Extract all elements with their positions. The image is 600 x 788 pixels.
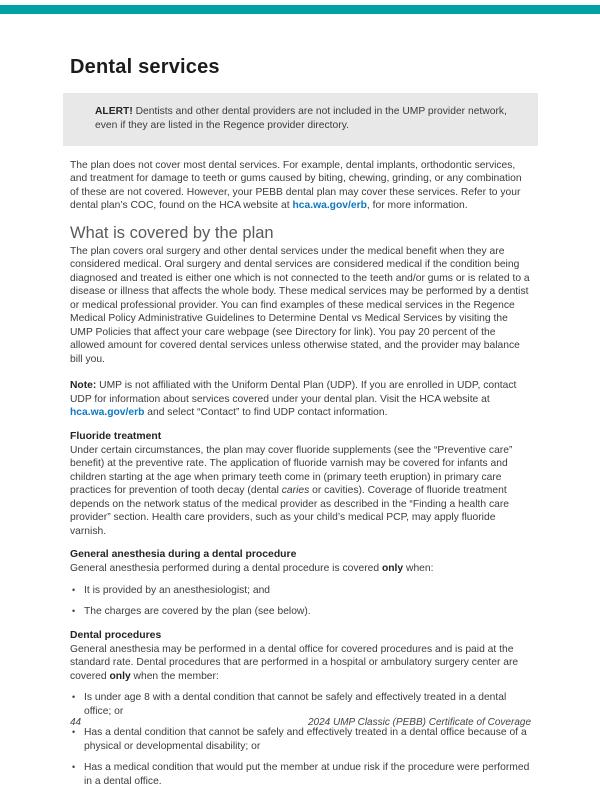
subheading-fluoride-treatment: Fluoride treatment xyxy=(70,430,162,442)
list-item xyxy=(72,584,531,598)
list-item-text: Has a dental condition that cannot be safely and effectively treated in a dental office because of a physical or developmental disability; or xyxy=(84,727,527,752)
paragraph-text: , for more information. xyxy=(366,200,468,212)
paragraph-text: and select “Contact” to find UDP contact information. xyxy=(144,407,388,419)
subheading-general-anesthesia: General anesthesia during a dental procedure xyxy=(70,549,297,561)
list-item xyxy=(72,761,531,788)
anesthesia-intro xyxy=(70,562,531,576)
alert-label: ALERT! xyxy=(95,106,133,117)
alert-body-text: Dentists and other dental providers are not included in the UMP provider network, even if they are listed in the Regence provider directory. xyxy=(95,106,507,131)
paragraph-text: when: xyxy=(403,563,434,575)
list-item-text: Has a medical condition that would put the member at undue risk if the procedure were performed in a dental office. xyxy=(84,762,530,787)
intro-paragraph xyxy=(70,159,531,213)
list-item-text: The charges are covered by the plan (see below). xyxy=(84,606,311,618)
section-heading-what-is-covered: What is covered by the plan xyxy=(70,223,274,242)
fluoride-paragraph xyxy=(70,444,531,539)
paragraph-text: Under certain circumstances, the plan may cover fluoride supplements (see the “Preventive care” benefit) at the preventive rate. The application of fluoride varnish may be covered for infants and children starting at the age when primary teeth come in (primary teeth eruption) in primary care practices for prevention of tooth decay (dental xyxy=(70,444,513,497)
bullet-icon: • xyxy=(72,692,76,703)
list-item xyxy=(72,691,531,718)
footer-doc-title: 2024 UMP Classic (PEBB) Certificate of Coverage xyxy=(307,717,531,728)
bold-only: only xyxy=(109,670,131,682)
hca-erb-link[interactable]: hca.wa.gov/erb xyxy=(70,407,145,419)
paragraph-text: UMP is not affiliated with the Uniform Dental Plan (UDP). If you are enrolled in UDP, contact UDP for information about services covered under your dental plan. Visit the HCA website at xyxy=(70,380,517,405)
page-title: Dental services xyxy=(70,56,220,78)
page-footer xyxy=(70,717,531,728)
paragraph-text: when the member: xyxy=(130,670,219,682)
procedures-intro xyxy=(70,643,531,684)
subheading-dental-procedures: Dental procedures xyxy=(70,629,162,641)
bold-only: only xyxy=(381,563,404,575)
covered-paragraph: The plan covers oral surgery and other dental services under the medical benefit when they are considered medical. Oral surgery and dental services are considered medical if the condition being diagnosed and treated is either one which is not connected to the teeth and/or gums or is related to a disease or illness that affects the whole body. These medical services may be performed by a dentist or medical professional provider. You can find examples of these medical services in the Regence Medical Policy Administrative Guidelines to Determine Dental vs Medical Services by visiting the UMP Policies that affect your care webpage (see Directory for link). You pay 20 percent of the allowed amount for covered dental services unless otherwise stated, and the provider may balance bill you. xyxy=(70,245,530,365)
paragraph-text: or cavities). Coverage of fluoride treatment depends on the network status of the medical provider as described in the “Finding a health care provider” section. Health care providers, such as your child’s medical PCP, may apply fluoride varnish. xyxy=(70,485,510,537)
note-paragraph xyxy=(70,379,531,420)
bullet-icon: • xyxy=(72,762,76,773)
alert-text xyxy=(95,105,510,133)
paragraph-text: General anesthesia performed during a dental procedure is covered xyxy=(70,563,382,575)
list-item-text: Is under age 8 with a dental condition that cannot be safely and effectively treated in a dental office; or xyxy=(84,692,507,717)
note-label: Note: xyxy=(70,380,97,392)
list-item xyxy=(72,605,531,619)
italic-term: caries xyxy=(281,485,310,497)
paragraph-text: General anesthesia may be performed in a dental office for covered procedures and is paid at the standard rate. Dental procedures that are performed in a hospital or ambulatory surgery center are covered xyxy=(70,643,519,682)
paragraph-text: The plan does not cover most dental services. For example, dental implants, orthodontic services, and treatment for damage to teeth or gums caused by biting, chewing, grinding, or any combination of these are not covered. However, your PEBB dental plan may cover these services. Refer to your dental plan’s COC, found on the HCA website at xyxy=(70,159,522,212)
page-number: 44 xyxy=(70,717,82,728)
list-item xyxy=(72,726,531,753)
hca-erb-link[interactable]: hca.wa.gov/erb xyxy=(292,200,367,212)
list-item-text: It is provided by an anesthesiologist; and xyxy=(84,584,271,596)
document-page xyxy=(70,0,531,788)
alert-box xyxy=(63,93,538,146)
bullet-icon: • xyxy=(72,584,76,595)
bullet-icon: • xyxy=(72,727,76,738)
bullet-icon: • xyxy=(72,606,76,617)
